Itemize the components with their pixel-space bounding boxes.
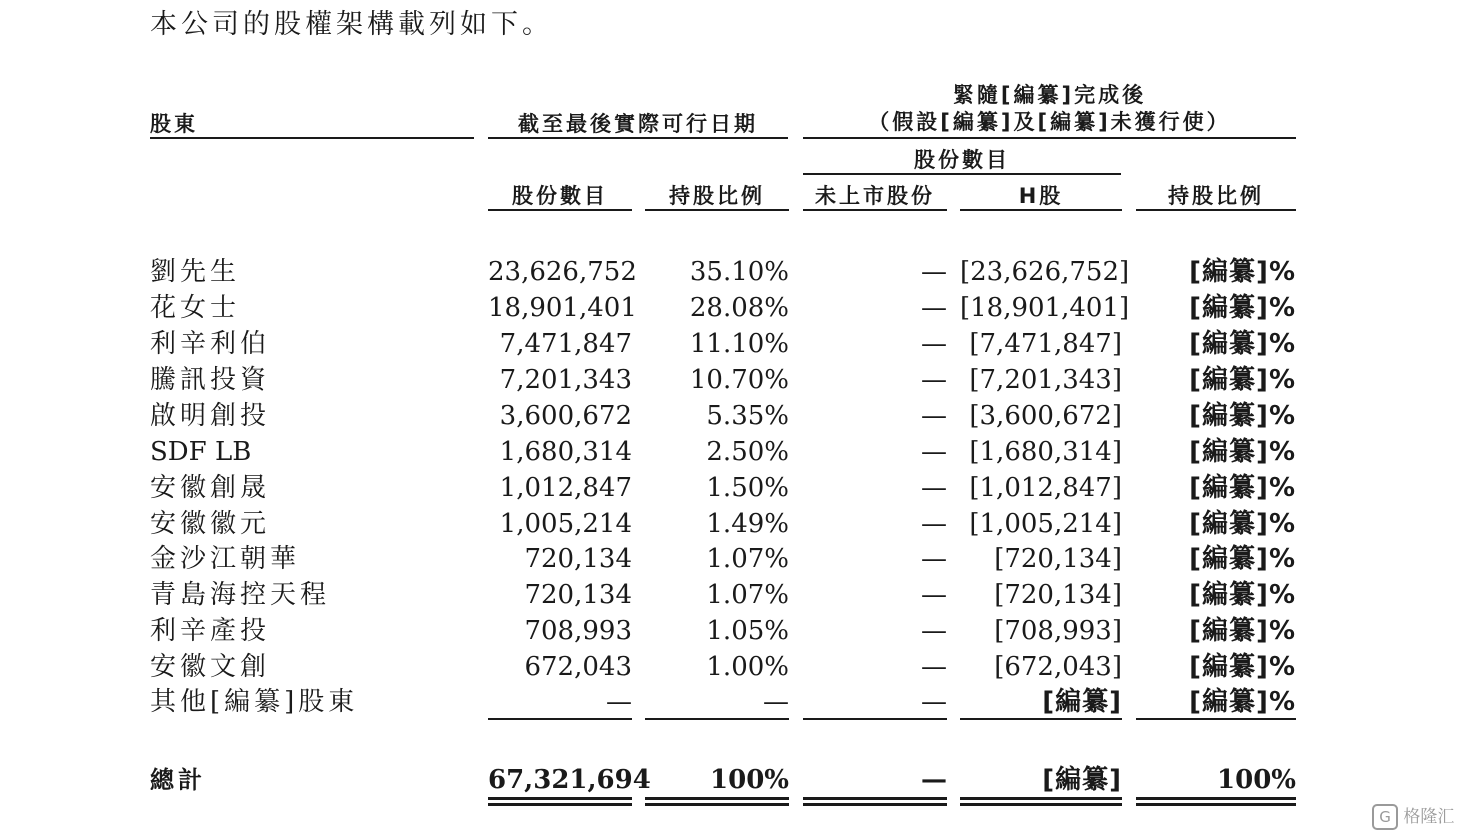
intro-text: 本公司的股權架構載列如下。	[150, 9, 553, 40]
pct-after-value: [編纂]%	[1189, 652, 1296, 682]
header-rule	[150, 137, 474, 139]
header-rule	[803, 137, 1296, 139]
total-double-rule	[488, 797, 632, 806]
shareholder-name: SDF LB	[150, 437, 252, 467]
shares-value: —	[606, 687, 632, 717]
table-row	[0, 579, 1466, 615]
shareholder-name: 利辛利伯	[150, 329, 271, 359]
shareholder-name: 其他[編纂]股東	[150, 687, 359, 717]
h-shares-value: [708,993]	[994, 616, 1122, 646]
pct-value: —	[763, 687, 789, 717]
shares-value: 18,901,401	[488, 293, 637, 323]
header-num-shares-group: 股份數目	[914, 148, 1010, 172]
header-unlisted-shares: 未上市股份	[815, 184, 935, 208]
shareholder-name: 花女士	[150, 293, 241, 323]
pct-after-value: [編纂]%	[1189, 437, 1296, 467]
unlisted-value: —	[921, 329, 947, 359]
shares-value: 7,471,847	[499, 329, 632, 359]
pct-after-value: [編纂]%	[1189, 509, 1296, 539]
header-as-of-date: 截至最後實際可行日期	[518, 112, 758, 136]
shares-value: 1,012,847	[499, 473, 632, 503]
shareholder-name: 安徽文創	[150, 652, 271, 682]
unlisted-value: —	[921, 687, 947, 717]
unlisted-value: —	[921, 473, 947, 503]
header-rule	[803, 209, 947, 211]
shareholder-name: 啟明創投	[150, 401, 271, 431]
h-shares-value: [7,201,343]	[969, 365, 1122, 395]
table-row	[0, 292, 1466, 328]
h-shares-value: [720,134]	[994, 544, 1122, 574]
pct-value: 1.00%	[706, 652, 789, 682]
unlisted-value: —	[921, 616, 947, 646]
header-rule	[1136, 209, 1296, 211]
unlisted-value: —	[921, 544, 947, 574]
table-row	[0, 651, 1466, 687]
pct-after-value: [編纂]%	[1189, 544, 1296, 574]
total-double-rule	[1136, 797, 1296, 806]
pct-after-value: [編纂]%	[1189, 473, 1296, 503]
subtotal-rule	[803, 718, 947, 720]
header-rule	[488, 209, 632, 211]
table-row	[0, 543, 1466, 579]
pct-value: 35.10%	[689, 257, 789, 287]
pct-value: 1.07%	[706, 580, 789, 610]
table-row	[0, 400, 1466, 436]
total-double-rule	[960, 797, 1122, 806]
h-shares-value: [720,134]	[994, 580, 1122, 610]
h-shares-value: [7,471,847]	[969, 329, 1122, 359]
pct-after-value: [編纂]%	[1189, 616, 1296, 646]
unlisted-value: —	[921, 652, 947, 682]
header-holding-pct: 持股比例	[669, 184, 765, 208]
table-row	[0, 615, 1466, 651]
header-num-shares: 股份數目	[512, 184, 608, 208]
pct-value: 10.70%	[689, 365, 789, 395]
table-row	[0, 256, 1466, 292]
shares-value: 1,005,214	[499, 509, 632, 539]
h-shares-value: [3,600,672]	[969, 401, 1122, 431]
unlisted-value: —	[921, 580, 947, 610]
shareholder-name: 安徽徽元	[150, 509, 271, 539]
total-pct: 100%	[710, 765, 789, 795]
shareholder-name: 劉先生	[150, 257, 241, 287]
pct-after-value: [編纂]%	[1189, 293, 1296, 323]
table-row	[0, 508, 1466, 544]
table-row	[0, 328, 1466, 364]
shares-value: 1,680,314	[499, 437, 632, 467]
subtotal-rule	[488, 718, 632, 720]
total-label: 總計	[150, 766, 206, 794]
h-shares-value: [672,043]	[994, 652, 1122, 682]
subtotal-rule	[960, 718, 1122, 720]
h-shares-value: [18,901,401]	[960, 293, 1130, 323]
pct-after-value: [編纂]%	[1189, 365, 1296, 395]
header-after-completion-line2: （假設[編纂]及[編纂]未獲行使）	[868, 110, 1231, 134]
header-rule	[803, 173, 1121, 175]
total-pct-after: 100%	[1217, 765, 1296, 795]
shareholder-name: 安徽創晟	[150, 473, 271, 503]
pct-after-value: [編纂]%	[1189, 580, 1296, 610]
header-after-completion-line1: 緊隨[編纂]完成後	[952, 83, 1147, 107]
header-rule	[488, 137, 788, 139]
header-rule	[645, 209, 789, 211]
pct-value: 2.50%	[706, 437, 789, 467]
table-row	[0, 472, 1466, 508]
shares-value: 7,201,343	[499, 365, 632, 395]
header-shareholder: 股東	[150, 112, 198, 136]
unlisted-value: —	[921, 437, 947, 467]
shareholder-name: 金沙江朝華	[150, 544, 301, 574]
table-row	[0, 364, 1466, 400]
total-double-rule	[645, 797, 789, 806]
pct-value: 1.05%	[706, 616, 789, 646]
logo-icon: G	[1372, 804, 1398, 830]
total-shares: 67,321,694	[488, 765, 651, 795]
unlisted-value: —	[921, 293, 947, 323]
pct-value: 1.50%	[706, 473, 789, 503]
shareholder-name: 青島海控天程	[150, 580, 331, 610]
h-shares-value: [23,626,752]	[960, 257, 1130, 287]
h-shares-value: [編纂]	[1042, 687, 1122, 717]
pct-value: 11.10%	[689, 329, 789, 359]
subtotal-rule	[1136, 718, 1296, 720]
total-unlisted: —	[921, 765, 947, 795]
header-h-shares: H股	[1018, 184, 1064, 208]
pct-value: 5.35%	[706, 401, 789, 431]
pct-value: 1.49%	[706, 509, 789, 539]
unlisted-value: —	[921, 257, 947, 287]
unlisted-value: —	[921, 509, 947, 539]
watermark-text: 格隆汇	[1403, 807, 1455, 827]
shares-value: 3,600,672	[499, 401, 632, 431]
pct-after-value: [編纂]%	[1189, 329, 1296, 359]
pct-value: 1.07%	[706, 544, 789, 574]
header-holding-pct-after: 持股比例	[1168, 184, 1264, 208]
table-row	[0, 436, 1466, 472]
total-double-rule	[803, 797, 947, 806]
unlisted-value: —	[921, 401, 947, 431]
pct-after-value: [編纂]%	[1189, 687, 1296, 717]
shareholder-name: 騰訊投資	[150, 365, 271, 395]
header-rule	[960, 209, 1122, 211]
subtotal-rule	[645, 718, 789, 720]
watermark-logo	[1372, 802, 1464, 832]
h-shares-value: [1,012,847]	[969, 473, 1122, 503]
shares-value: 672,043	[524, 652, 632, 682]
h-shares-value: [1,680,314]	[969, 437, 1122, 467]
table-row	[0, 686, 1466, 722]
shares-value: 720,134	[524, 544, 632, 574]
pct-value: 28.08%	[689, 293, 789, 323]
shares-value: 720,134	[524, 580, 632, 610]
shareholder-name: 利辛產投	[150, 616, 271, 646]
unlisted-value: —	[921, 365, 947, 395]
total-h-shares: [編纂]	[1042, 765, 1122, 795]
pct-after-value: [編纂]%	[1189, 257, 1296, 287]
shares-value: 23,626,752	[488, 257, 637, 287]
pct-after-value: [編纂]%	[1189, 401, 1296, 431]
total-row	[0, 764, 1466, 800]
shares-value: 708,993	[524, 616, 632, 646]
h-shares-value: [1,005,214]	[969, 509, 1122, 539]
